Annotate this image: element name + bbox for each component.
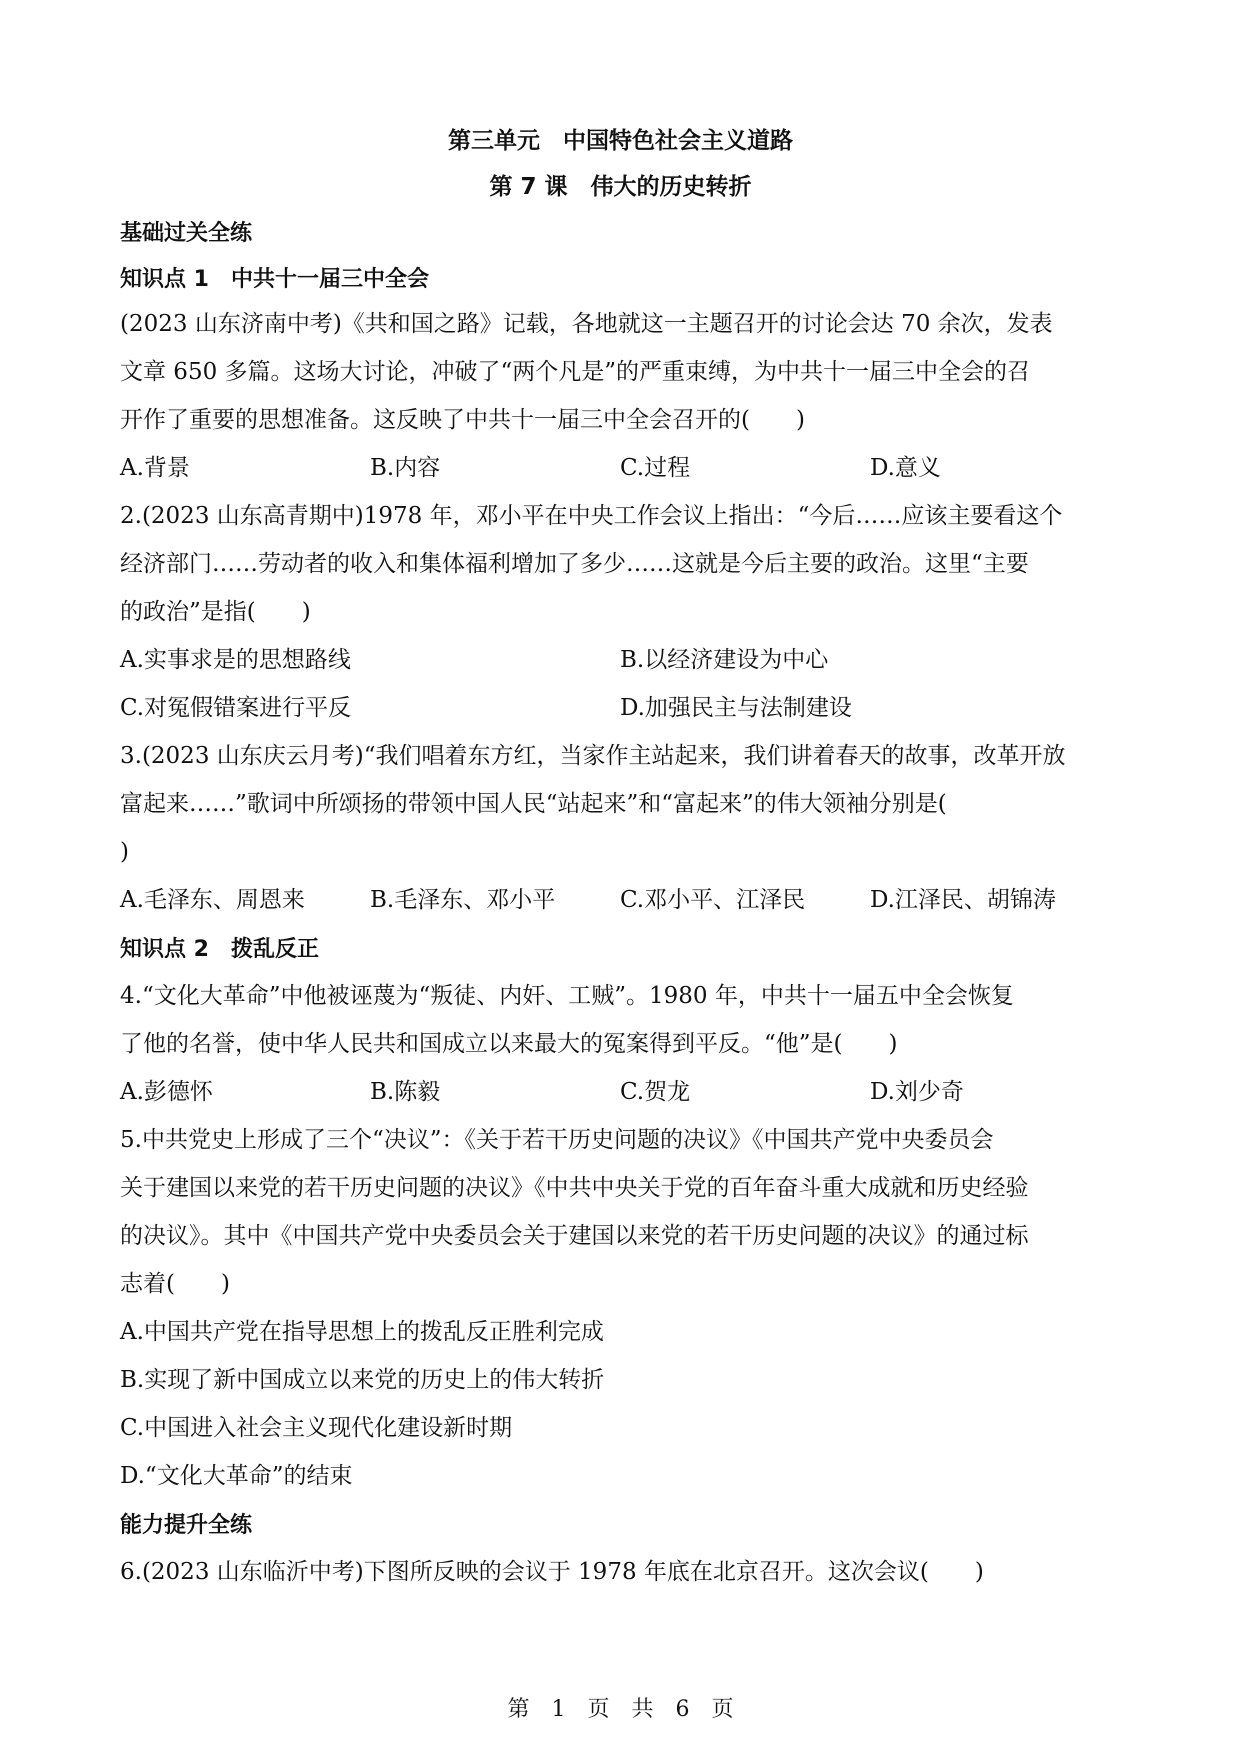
q1-line-1: (2023 山东济南中考)《共和国之路》记载，各地就这一主题召开的讨论会达 70 余次，发表 — [120, 311, 1053, 337]
q4-option-a: A.彭德怀 — [120, 1079, 213, 1105]
q2-line-2: 经济部门……劳动者的收入和集体福利增加了多少……这就是今后主要的政治。这里“主要 — [120, 551, 1029, 577]
q4-line-2: 了他的名誉，使中华人民共和国成立以来最大的冤案得到平反。“他”是( ) — [120, 1031, 898, 1057]
q6-line-1: 6.(2023 山东临沂中考)下图所反映的会议于 1978 年底在北京召开。这次会议( ) — [120, 1559, 984, 1585]
q4-option-b: B.陈毅 — [370, 1079, 441, 1105]
page-footer: 第 1 页 共 6 页 — [507, 1697, 734, 1722]
q4-option-c: C.贺龙 — [620, 1079, 691, 1105]
q3-option-d: D.江泽民、胡锦涛 — [870, 887, 1056, 913]
q5-line-1: 5.中共党史上形成了三个“决议”：《关于若干历史问题的决议》《中国共产党中央委员会 — [120, 1127, 994, 1153]
q5-option-b: B.实现了新中国成立以来党的历史上的伟大转折 — [120, 1367, 605, 1393]
q3-option-b: B.毛泽东、邓小平 — [370, 887, 556, 913]
q5-line-2: 关于建国以来党的若干历史问题的决议》《中共中央关于党的百年奋斗重大成就和历史经验 — [120, 1175, 1029, 1201]
q3-line-1: 3.(2023 山东庆云月考)“我们唱着东方红，当家作主站起来，我们讲着春天的故事，改革开放 — [120, 743, 1066, 769]
q2-option-b: B.以经济建设为中心 — [620, 647, 829, 673]
knowledge-point-2: 知识点 2 拨乱反正 — [120, 937, 319, 962]
q3-option-c: C.邓小平、江泽民 — [620, 887, 806, 913]
q1-line-2: 文章 650 多篇。这场大讨论，冲破了“两个凡是”的严重束缚，为中共十一届三中全会的召 — [120, 359, 1031, 385]
knowledge-point-1: 知识点 1 中共十一届三中全会 — [120, 267, 429, 292]
q4-option-d: D.刘少奇 — [870, 1079, 964, 1105]
q3-option-a: A.毛泽东、周恩来 — [120, 887, 305, 913]
section-advanced: 能力提升全练 — [120, 1513, 253, 1538]
lesson-title: 第 7 课 伟大的历史转折 — [489, 174, 752, 200]
q3-line-3: ) — [120, 839, 129, 865]
q5-option-d: D.“文化大革命”的结束 — [120, 1463, 353, 1489]
q1-option-d: D.意义 — [870, 455, 941, 481]
q2-option-a: A.实事求是的思想路线 — [120, 647, 351, 673]
q1-line-3: 开作了重要的思想准备。这反映了中共十一届三中全会召开的( ) — [120, 407, 805, 433]
q5-line-3: 的决议》。其中《中国共产党中央委员会关于建国以来党的若干历史问题的决议》的通过标 — [120, 1223, 1029, 1249]
section-basic: 基础过关全练 — [120, 221, 253, 246]
q2-line-3: 的政治”是指( ) — [120, 599, 311, 625]
q4-line-1: 4.“文化大革命”中他被诬蔑为“叛徒、内奸、工贼”。1980 年，中共十一届五中全会恢复 — [120, 983, 1014, 1009]
q1-option-b: B.内容 — [370, 455, 441, 481]
q2-line-1: 2.(2023 山东高青期中)1978 年，邓小平在中央工作会议上指出：“今后……应该主要看这个 — [120, 503, 1063, 529]
q1-option-a: A.背景 — [120, 455, 190, 481]
q1-option-c: C.过程 — [620, 455, 691, 481]
unit-title: 第三单元 中国特色社会主义道路 — [448, 128, 793, 154]
q2-option-c: C.对冤假错案进行平反 — [120, 695, 352, 721]
q3-line-2: 富起来……”歌词中所颂扬的带领中国人民“站起来”和“富起来”的伟大领袖分别是( — [120, 791, 947, 817]
q5-option-a: A.中国共产党在指导思想上的拨乱反正胜利完成 — [120, 1319, 604, 1345]
q5-line-4: 志着( ) — [120, 1271, 230, 1297]
q2-option-d: D.加强民主与法制建设 — [620, 695, 852, 721]
q5-option-c: C.中国进入社会主义现代化建设新时期 — [120, 1415, 513, 1441]
